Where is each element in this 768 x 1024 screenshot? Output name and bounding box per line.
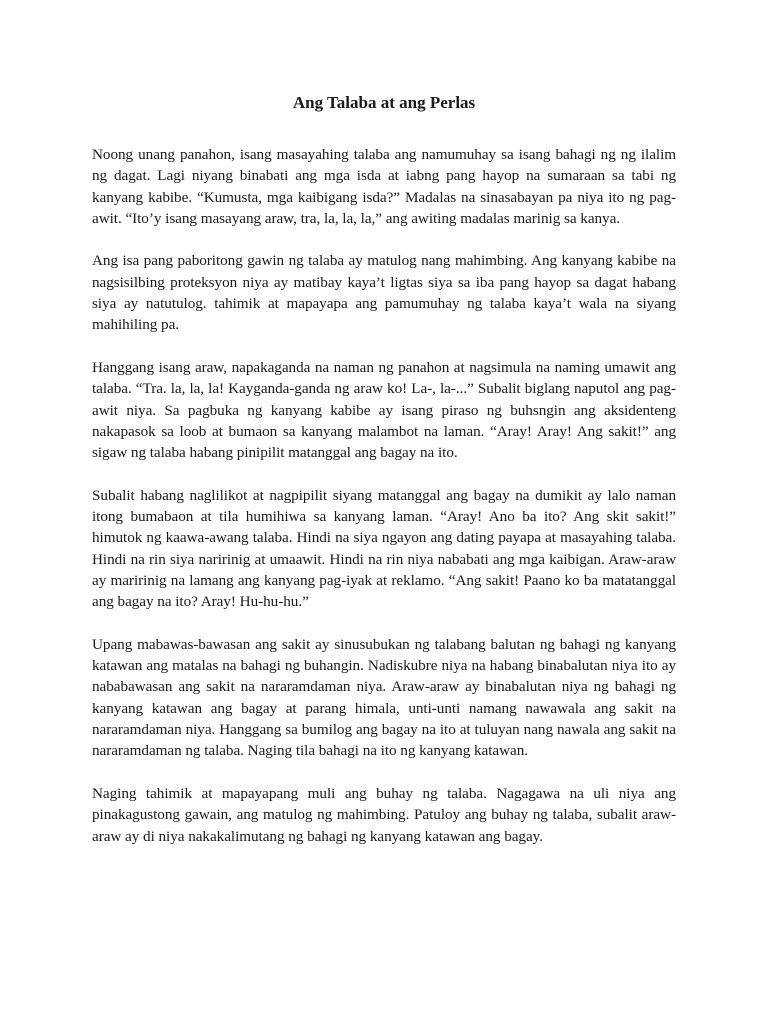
paragraph-6: Naging tahimik at mapayapang muli ang buhay ng talaba. Nagagawa na uli niya ang pinakagustong gawain, ang matulog ng mahimbing. Patuloy ang buhay ng talaba, subalit araw-araw ay di niya nakakalimutang ng bahagi ng kanyang katawan ang bagay. — [92, 784, 676, 845]
paragraph-1: Noong unang panahon, isang masayahing talaba ang namumuhay sa isang bahagi ng ng ilalim ng dagat. Lagi niyang binabati ang mga isda at iabng pang hayop na sumaraan sa tabi ng kanyang kabibe. “Kumusta, mga kaibigang isda?” Madalas na sinasabayan pa niya ito ng pag-awit. “Ito’y isang masayang araw, tra, la, la, la,” ang awiting madalas marinig sa kanya. — [92, 146, 676, 227]
paragraph-3: Hanggang isang araw, napakaganda na naman ng panahon at nagsimula na naming umawit ang talaba. “Tra. la, la, la! Kayganda-ganda ng araw ko! La-, la-...” Subalit biglang naputol ang pag-awit niya. Sa pagbuka ng kanyang kabibe ay isang piraso ng buhsngin ang aksidenteng nakapasok sa loob at bumaon sa kanyang malambot na laman. “Aray! Aray! Ang sakit!” ang sigaw ng talaba habang pinipilit matanggal ang bagay na ito. — [92, 358, 676, 462]
document-page — [92, 92, 676, 868]
paragraph-5: Upang mabawas-bawasan ang sakit ay sinusubukan ng talabang balutan ng bahagi ng kanyang katawan ang matalas na bahagi ng buhangin. Nadiskubre niya na habang binabalutan niya ito ay nababawasan ang sakit na nararamdaman niya. Araw-araw ay binabalutan niya ng bahagi ng kanyang katawan ang bagay at parang himala, unti-unti namang nawawala ang sakit na nararamdaman niya. Hanggang sa bumilog ang bagay na ito at tuluyan nang nawala ang sakit na nararamdaman ng talaba. Naging tila bahagi na ito ng kanyang katawan. — [92, 635, 676, 760]
document-title: Ang Talaba at ang Perlas — [292, 93, 476, 112]
paragraph-2: Ang isa pang paboritong gawin ng talaba ay matulog nang mahimbing. Ang kanyang kabibe na nagsisilbing proteksyon niya ay matibay kaya’t ligtas siya sa iba pang hayop sa dagat habang siya ay natutulog. tahimik at mapayapa ang pamumuhay ng talaba kaya’t wala na siyang mahihiling pa. — [92, 252, 676, 334]
paragraph-4: Subalit habang naglilikot at nagpipilit siyang matanggal ang bagay na dumikit ay lalo naman itong bumabaon at tila humihiwa sa kanyang laman. “Aray! Ano ba ito? Ang skit sakit!” himutok ng kaawa-awang talaba. Hindi na siya ngayon ang dating payapa at masayahing talaba. Hindi na rin siya naririnig at umaawit. Hindi na rin niya nababati ang mga kaibigan. Araw-araw ay maririnig na lamang ang kanyang pag-iyak at reklamo. “Ang sakit! Paano ko ba matatanggal ang bagay na ito? Aray! Hu-hu-hu.” — [92, 486, 676, 611]
